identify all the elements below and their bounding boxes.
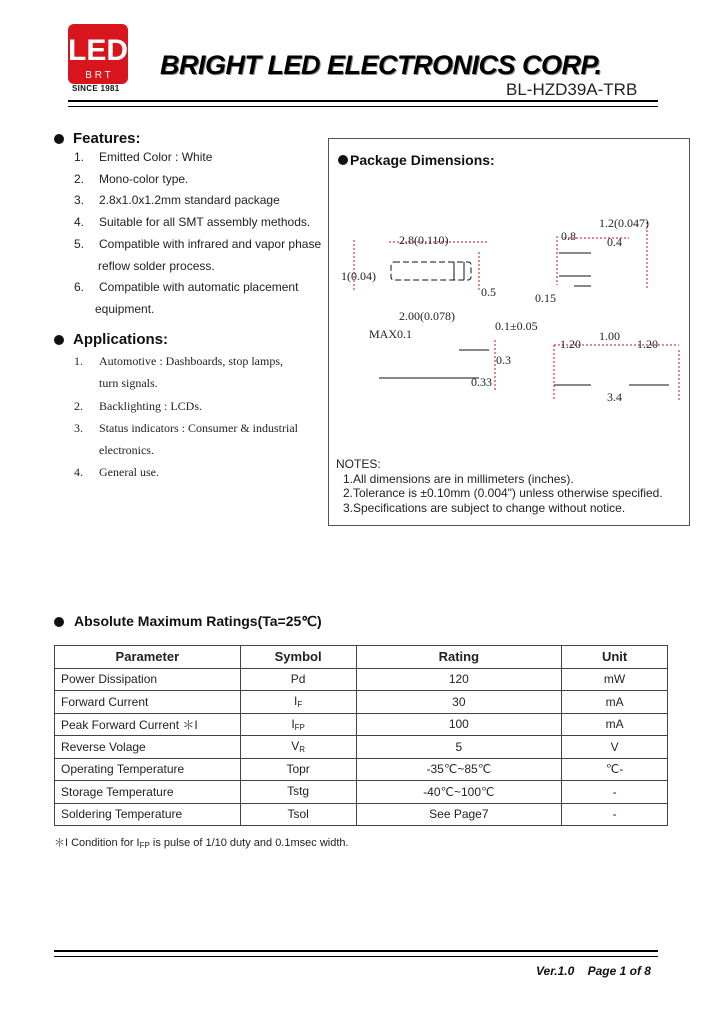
applications-title: Applications: <box>73 331 169 348</box>
unit-cell: mW <box>562 668 668 691</box>
table-row <box>55 668 668 691</box>
table-row <box>55 691 668 714</box>
table-row <box>55 713 668 736</box>
dim-label: 0.1±0.05 <box>495 319 538 333</box>
company-name: BRIGHT LED ELECTRONICS CORP. <box>160 50 602 80</box>
list-item: 4. Suitable for all SMT assembly methods. <box>74 215 311 230</box>
rating-cell: 120 <box>356 668 562 691</box>
list-item: 1. Emitted Color : White <box>74 150 213 164</box>
package-drawing <box>329 200 689 412</box>
features-title: Features: <box>73 130 141 147</box>
package-title: Package Dimensions: <box>350 152 495 168</box>
list-item: 4. General use. <box>74 465 159 480</box>
notes-title: NOTES: <box>336 457 381 471</box>
logo-sub-text: B R T <box>85 70 111 81</box>
company-logo <box>68 24 128 84</box>
list-item: 3. Status indicators : Consumer & industrial <box>74 420 298 435</box>
dim-label: 1.20 <box>637 337 658 351</box>
ratings-title: Absolute Maximum Ratings(Ta=25℃) <box>74 613 322 629</box>
footer-divider <box>54 950 658 957</box>
unit-cell: ℃- <box>562 758 668 781</box>
dim-label: 1.00 <box>599 329 620 343</box>
symbol-cell: $V_R$ <box>240 736 356 759</box>
symbol-cell: Topr <box>240 758 356 781</box>
applications-heading <box>54 331 168 348</box>
bullet-icon <box>54 617 64 627</box>
rating-cell: 30 <box>356 691 562 714</box>
since-label: SINCE 1981 <box>72 84 120 93</box>
table-row <box>55 736 668 759</box>
note-item: 2.Tolerance is ±0.10mm (0.004") unless otherwise specified. <box>343 486 663 501</box>
rating-cell: 100 <box>356 713 562 736</box>
dim-label: 0.8 <box>561 229 576 243</box>
table-row <box>55 781 668 804</box>
column-header: Unit <box>562 646 668 669</box>
list-item: 2. Backlighting : LCDs. <box>74 398 202 413</box>
param-cell: Soldering Temperature <box>55 803 241 826</box>
ratings-footnote: ＊I Condition for $I_{FP}$ is pulse of 1/10 duty and 0.1msec width. <box>54 837 349 850</box>
applications-list <box>74 350 298 484</box>
bullet-icon <box>338 155 348 165</box>
bullet-icon <box>54 335 64 345</box>
column-header: Symbol <box>240 646 356 669</box>
features-list <box>74 147 321 321</box>
dim-label: MAX0.1 <box>369 327 413 341</box>
dim-label: 0.4 <box>607 235 622 249</box>
ratings-table <box>54 645 668 826</box>
unit-cell: - <box>562 781 668 804</box>
param-cell: Operating Temperature <box>55 758 241 781</box>
dim-label: 1.20 <box>560 337 581 351</box>
list-item: equipment. <box>95 301 155 316</box>
dim-label: 2.8(0.110) <box>399 233 449 247</box>
dim-label: 0.33 <box>471 375 492 389</box>
list-item: turn signals. <box>99 376 158 391</box>
dim-label: 0.3 <box>496 353 511 367</box>
page-footer: Ver.1.0 Page 1 of 8 <box>536 964 651 978</box>
unit-cell: mA <box>562 713 668 736</box>
table-row <box>55 803 668 826</box>
logo-text: LED <box>68 34 128 67</box>
symbol-cell: $I_F$ <box>240 691 356 714</box>
unit-cell: V <box>562 736 668 759</box>
list-item: 6. Compatible with automatic placement <box>74 280 299 295</box>
param-cell: Peak Forward Current ＊I <box>55 713 241 736</box>
table-header-row <box>55 646 668 669</box>
package-heading <box>338 152 495 168</box>
header-divider <box>68 100 658 107</box>
note-item: 1.All dimensions are in millimeters (inches). <box>343 471 574 486</box>
part-number: BL-HZD39A-TRB <box>506 80 638 99</box>
dim-label: 1(0.04) <box>341 269 376 283</box>
column-header: Parameter <box>55 646 241 669</box>
symbol-cell: Tsol <box>240 803 356 826</box>
note-item: 3.Specifications are subject to change without notice. <box>343 501 626 516</box>
rating-cell: -40℃~100℃ <box>356 781 562 804</box>
dim-label: 2.00(0.078) <box>399 309 455 323</box>
unit-cell: mA <box>562 691 668 714</box>
unit-cell: - <box>562 803 668 826</box>
ratings-heading <box>54 613 322 630</box>
symbol-cell: Tstg <box>240 781 356 804</box>
dim-label: 0.15 <box>535 291 556 305</box>
symbol-cell: $I_{FP}$ <box>240 713 356 736</box>
rating-cell: See Page7 <box>356 803 562 826</box>
table-row <box>55 758 668 781</box>
list-item: electronics. <box>99 443 154 458</box>
rating-cell: -35℃~85℃ <box>356 758 562 781</box>
list-item: 2. Mono-color type. <box>74 171 189 186</box>
dim-label: 0.5 <box>481 285 496 299</box>
param-cell: Power Dissipation <box>55 668 241 691</box>
param-cell: Forward Current <box>55 691 241 714</box>
param-cell: Reverse Volage <box>55 736 241 759</box>
bullet-icon <box>54 134 64 144</box>
list-item: 1. Automotive : Dashboards, stop lamps, <box>74 354 283 368</box>
dim-label: 1.2(0.047) <box>599 216 649 230</box>
rating-cell: 5 <box>356 736 562 759</box>
symbol-cell: Pd <box>240 668 356 691</box>
list-item: 5. Compatible with infrared and vapor phase <box>74 236 322 251</box>
package-notes <box>336 457 663 516</box>
list-item: reflow solder process. <box>98 258 215 273</box>
features-heading <box>54 130 141 147</box>
column-header: Rating <box>356 646 562 669</box>
dim-label: 3.4 <box>607 390 622 404</box>
list-item: 3. 2.8x1.0x1.2mm standard package <box>74 193 280 208</box>
param-cell: Storage Temperature <box>55 781 241 804</box>
